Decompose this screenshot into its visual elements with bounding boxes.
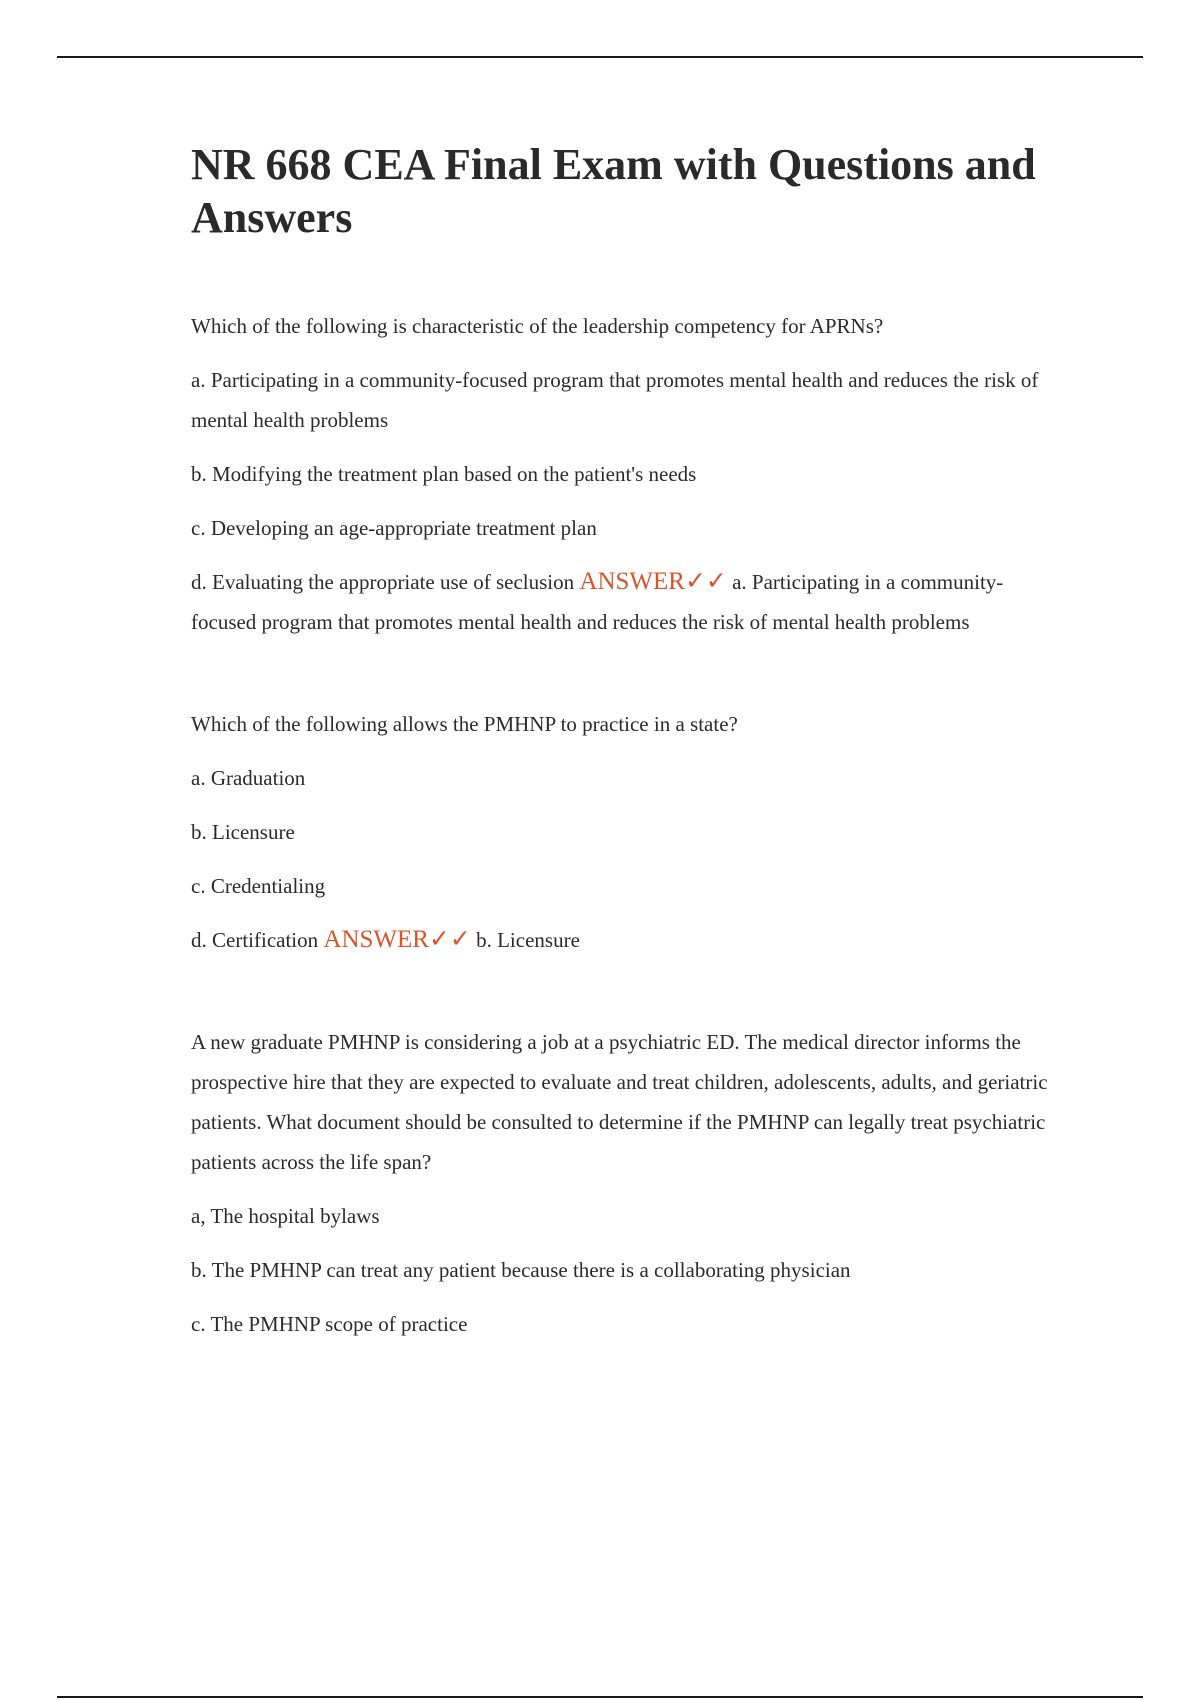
- question-stem: Which of the following is characteristic of the leadership competency for APRNs?: [191, 314, 884, 338]
- option-b: b. Modifying the treatment plan based on the patient's needs: [191, 462, 697, 486]
- document-title: NR 668 CEA Final Exam with Questions and Answers: [191, 140, 1036, 242]
- answer-text: b. Licensure: [476, 928, 580, 952]
- question-stem: Which of the following allows the PMHNP to practice in a state?: [191, 712, 738, 736]
- question-stem: A new graduate PMHNP is considering a job at a psychiatric ED. The medical director informs the prospective hire that they are expected to evaluate and treat children, adolescents, adults, and geriatric patients. What document should be consulted to determine if the PMHNP can legally treat psychiatric patients across the life span?: [191, 1030, 1048, 1174]
- option-b: b. Licensure: [191, 820, 295, 844]
- option-c: c. Developing an age-appropriate treatment plan: [191, 516, 597, 540]
- answer-label: ANSWER✓✓: [323, 926, 471, 953]
- option-a: a. Graduation: [191, 766, 306, 790]
- top-rule: [57, 56, 1143, 58]
- question-2: [191, 704, 1051, 960]
- option-d: d. Certification: [191, 928, 319, 952]
- question-3: [191, 1022, 1051, 1344]
- option-c: c. Credentialing: [191, 874, 326, 898]
- option-a: a, The hospital bylaws: [191, 1204, 380, 1228]
- option-c: c. The PMHNP scope of practice: [191, 1312, 468, 1336]
- answer-label: ANSWER✓✓: [579, 568, 727, 595]
- option-a: a. Participating in a community-focused program that promotes mental health and reduces the risk of mental health problems: [191, 368, 1039, 432]
- option-b: b. The PMHNP can treat any patient because there is a collaborating physician: [191, 1258, 851, 1282]
- answer-text: a. Participating in a community-focused program that promotes mental health and reduces the risk of mental health problems: [191, 570, 1004, 634]
- bottom-rule: [57, 1696, 1143, 1698]
- document-body: [191, 138, 1051, 1358]
- option-d-with-answer: [191, 920, 1051, 960]
- option-d: d. Evaluating the appropriate use of seclusion: [191, 570, 575, 594]
- option-d-with-answer: [191, 562, 1051, 642]
- question-1: [191, 306, 1051, 642]
